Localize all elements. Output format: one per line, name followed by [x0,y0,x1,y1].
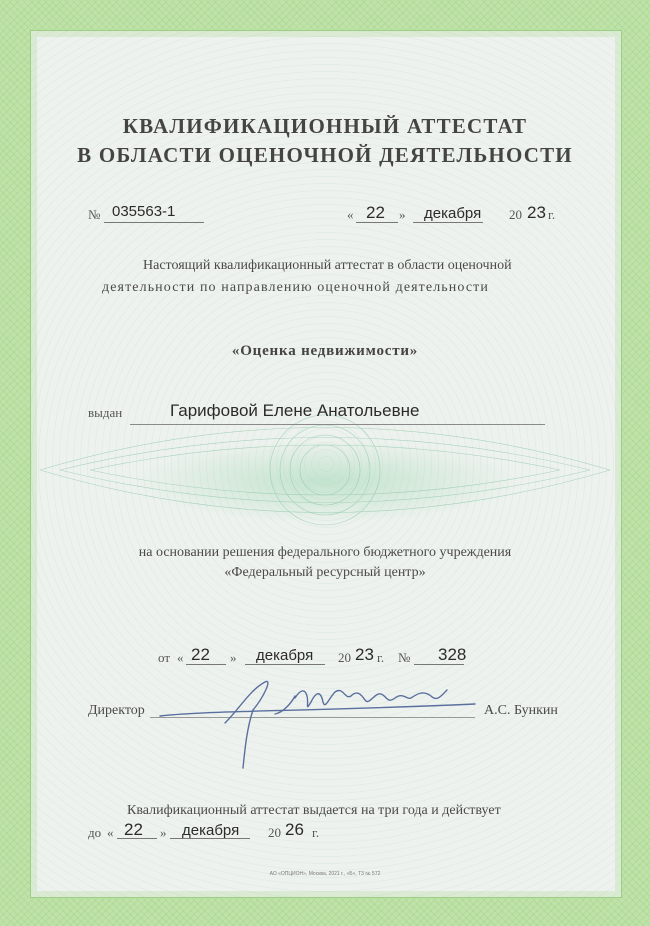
validity-month: декабря [182,822,240,839]
date-close-quote: » [399,207,406,222]
intro-line2: деятельности по направлению оценочной деятельности [102,280,489,295]
validity-year-suffix: 26 [285,820,304,839]
basis-line2: «Федеральный ресурсный центр» [224,565,426,580]
decision-from-label: от [158,650,171,665]
printer-imprint: АО «ОПЦИОН», Москва, 2021 г., «Б», Т3 № 572 [269,871,381,877]
validity-day: 22 [124,820,143,839]
issued-name: Гарифовой Елене Анатольевне [170,401,420,420]
date-month: декабря [424,205,482,222]
number-underline [104,222,204,223]
certificate-title-line1: КВАЛИФИКАЦИОННЫЙ АТТЕСТАТ [122,114,528,138]
date-day: 22 [366,203,385,222]
validity-year-unit: г. [312,825,320,840]
appraisal-direction: «Оценка недвижимости» [231,343,419,359]
decision-open-quote: « [177,650,184,665]
decision-month-underline [245,664,325,665]
validity-line1: Квалификационный аттестат выдается на три года и действует [127,803,501,818]
decision-year-suffix: 23 [355,645,374,664]
signature-role: Директор [88,703,145,718]
issued-underline [130,424,545,425]
intro-line1: Настоящий квалификационный аттестат в области оценочной [143,258,512,273]
basis-line1: на основании решения федерального бюджетного учреждения [138,545,512,560]
signature-name: А.С. Бункин [484,703,558,718]
date-year-suffix: 23 [527,203,546,222]
decision-close-quote: » [230,650,237,665]
decision-day: 22 [191,645,210,664]
decision-number-label: № [398,650,411,665]
number-label: № [88,207,101,222]
decision-month: декабря [256,647,314,664]
certificate-number: 035563-1 [112,203,176,220]
decision-year-unit: г. [377,650,385,665]
issued-label: выдан [88,405,123,420]
certificate-title-line2: В ОБЛАСТИ ОЦЕНОЧНОЙ ДЕЯТЕЛЬНОСТИ [77,143,573,167]
director-signature [155,668,485,778]
validity-year-prefix: 20 [268,825,281,840]
decision-year-prefix: 20 [338,650,351,665]
date-open-quote: « [347,207,354,222]
validity-close-quote: » [160,825,167,840]
decision-number: 328 [438,645,467,664]
date-year-unit: г. [548,207,556,222]
date-year-prefix: 20 [509,207,522,222]
validity-open-quote: « [107,825,114,840]
validity-until-label: до [88,825,102,840]
date-month-underline [413,222,483,223]
